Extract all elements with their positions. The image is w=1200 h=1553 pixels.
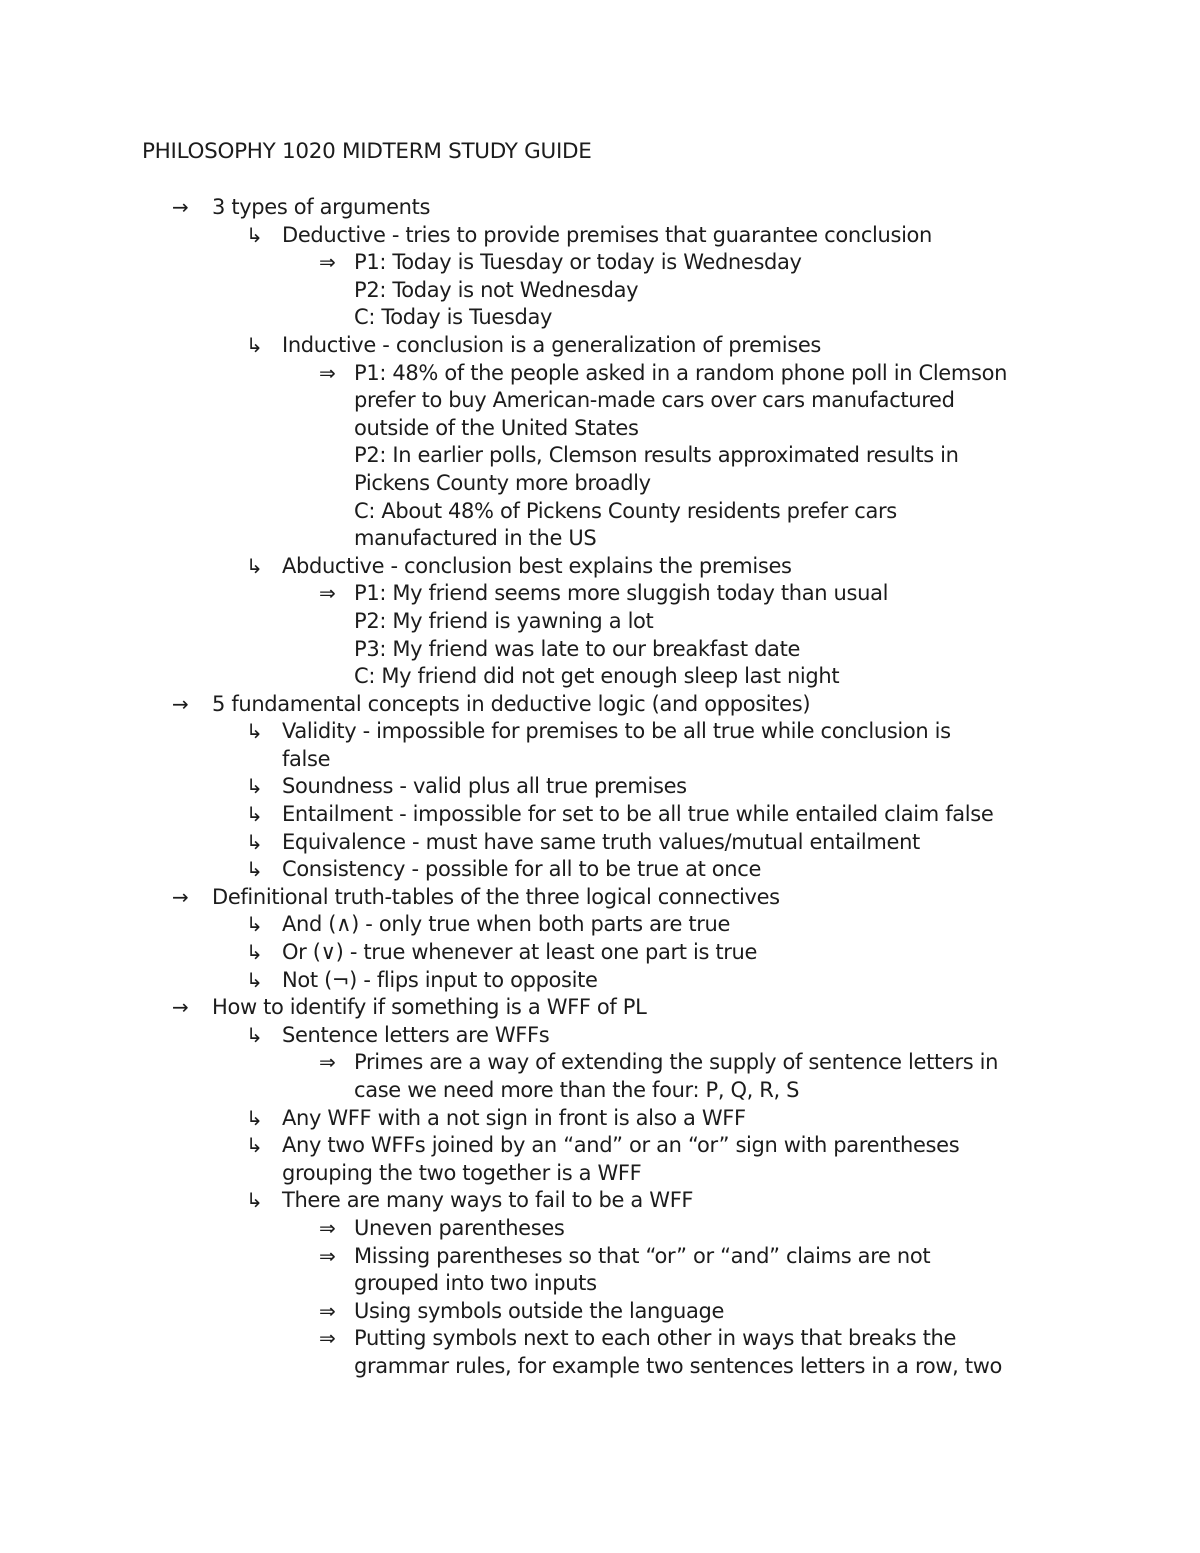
arrow-bullet-icon: → [172, 995, 189, 1020]
outline-item [0, 387, 1200, 415]
outline-item-text: Any WFF with a not sign in front is also a WFF [282, 1105, 746, 1130]
outline-item [0, 884, 1200, 912]
outline-item [0, 442, 1200, 470]
outline-item [0, 332, 1200, 360]
outline-item [0, 304, 1200, 332]
outline-item-text: Equivalence - must have same truth values/mutual entailment [282, 829, 920, 854]
outline-item-text: manufactured in the US [354, 526, 597, 551]
outline-item-text: Not (¬) - flips input to opposite [282, 967, 598, 992]
double-arrow-bullet-icon: ⇒ [319, 250, 336, 275]
outline-item [0, 663, 1200, 691]
outline-item [0, 636, 1200, 664]
outline-item-text: 5 fundamental concepts in deductive logic (and opposites) [212, 691, 811, 716]
outline-item [0, 1243, 1200, 1271]
outline-item-text: Uneven parentheses [354, 1215, 565, 1240]
arrow-bullet-icon: → [172, 884, 189, 909]
outline-item [0, 498, 1200, 526]
outline-item-text: P1: My friend seems more sluggish today than usual [354, 581, 889, 606]
outline-item [0, 249, 1200, 277]
outline-item [0, 1132, 1200, 1160]
hook-arrow-bullet-icon: ↳ [246, 222, 263, 247]
outline-item-text: P2: Today is not Wednesday [354, 277, 639, 302]
outline-item [0, 1105, 1200, 1133]
hook-arrow-bullet-icon: ↳ [246, 1133, 263, 1158]
outline-item [0, 608, 1200, 636]
outline-item [0, 1160, 1200, 1188]
hook-arrow-bullet-icon: ↳ [246, 1022, 263, 1047]
arrow-bullet-icon: → [172, 195, 189, 219]
outline-item-text: case we need more than the four: P, Q, R, S [354, 1078, 800, 1102]
hook-arrow-bullet-icon: ↳ [246, 774, 263, 799]
outline-item-text: Definitional truth-tables of the three logical connectives [212, 884, 780, 909]
outline-item [0, 801, 1200, 829]
outline-item [0, 194, 1200, 222]
outline-item-text: P1: 48% of the people asked in a random phone poll in Clemson [354, 360, 1008, 385]
outline-item-text: Validity - impossible for premises to be all true while conclusion is [282, 719, 951, 744]
hook-arrow-bullet-icon: ↳ [246, 829, 263, 854]
double-arrow-bullet-icon: ⇒ [319, 360, 336, 385]
outline-item-text: Any two WFFs joined by an “and” or an “or” sign with parentheses [282, 1133, 960, 1158]
outline-item-text: Or (∨) - true whenever at least one part is true [282, 940, 758, 965]
outline-item-text: Consistency - possible for all to be true at once [282, 857, 762, 882]
outline-item-text: grouped into two inputs [354, 1271, 597, 1296]
study-guide-outline [0, 194, 1200, 1381]
outline-item [0, 1049, 1200, 1077]
outline-item [0, 994, 1200, 1022]
outline-item [0, 1325, 1200, 1353]
outline-item-text: And (∧) - only true when both parts are true [282, 912, 731, 937]
double-arrow-bullet-icon: ⇒ [319, 1243, 336, 1268]
outline-item-text: Soundness - valid plus all true premises [282, 774, 687, 799]
outline-item [0, 967, 1200, 995]
outline-item [0, 553, 1200, 581]
outline-item [0, 856, 1200, 884]
outline-item-text: grammar rules, for example two sentences letters in a row, two [354, 1353, 1003, 1378]
outline-item-text: Entailment - impossible for set to be all true while entailed claim false [282, 802, 994, 827]
outline-item-text: outside of the United States [354, 415, 639, 440]
outline-item-text: Pickens County more broadly [354, 470, 651, 495]
outline-item-text: C: Today is Tuesday [354, 305, 553, 330]
hook-arrow-bullet-icon: ↳ [246, 802, 263, 827]
outline-item [0, 939, 1200, 967]
outline-item-text: Abductive - conclusion best explains the premises [282, 553, 792, 578]
outline-item-text: P2: In earlier polls, Clemson results approximated results in [354, 443, 959, 468]
outline-item-text: C: My friend did not get enough sleep last night [354, 664, 840, 689]
outline-item-text: P3: My friend was late to our breakfast date [354, 636, 801, 661]
double-arrow-bullet-icon: ⇒ [319, 1298, 336, 1323]
outline-item-text: How to identify if something is a WFF of PL [212, 995, 647, 1020]
outline-item [0, 1215, 1200, 1243]
outline-item-text: P2: My friend is yawning a lot [354, 608, 654, 633]
outline-item [0, 1077, 1200, 1105]
outline-item-text: Using symbols outside the language [354, 1298, 725, 1323]
hook-arrow-bullet-icon: ↳ [246, 719, 263, 744]
outline-item-text: Deductive - tries to provide premises that guarantee conclusion [282, 222, 933, 247]
outline-item-text: Primes are a way of extending the supply of sentence letters in [354, 1050, 999, 1075]
outline-item-text: Putting symbols next to each other in ways that breaks the [354, 1326, 957, 1351]
double-arrow-bullet-icon: ⇒ [319, 1050, 336, 1075]
outline-item [0, 470, 1200, 498]
outline-item-text: P1: Today is Tuesday or today is Wednesday [354, 250, 802, 275]
hook-arrow-bullet-icon: ↳ [246, 332, 263, 357]
hook-arrow-bullet-icon: ↳ [246, 912, 263, 937]
arrow-bullet-icon: → [172, 691, 189, 716]
outline-item [0, 222, 1200, 250]
outline-item [0, 1353, 1200, 1381]
outline-item [0, 829, 1200, 857]
outline-item [0, 718, 1200, 746]
outline-item [0, 277, 1200, 305]
outline-item [0, 1187, 1200, 1215]
outline-item-text: There are many ways to fail to be a WFF [282, 1188, 694, 1213]
double-arrow-bullet-icon: ⇒ [319, 1326, 336, 1351]
outline-item-text: 3 types of arguments [212, 195, 431, 219]
hook-arrow-bullet-icon: ↳ [246, 967, 263, 992]
outline-item [0, 525, 1200, 553]
outline-item-text: Inductive - conclusion is a generalization of premises [282, 332, 822, 357]
outline-item-text: grouping the two together is a WFF [282, 1160, 642, 1185]
outline-item [0, 911, 1200, 939]
hook-arrow-bullet-icon: ↳ [246, 940, 263, 965]
outline-item [0, 746, 1200, 774]
outline-item [0, 1270, 1200, 1298]
outline-item [0, 360, 1200, 388]
outline-item-text: prefer to buy American-made cars over cars manufactured [354, 388, 955, 413]
outline-item-text: C: About 48% of Pickens County residents prefer cars [354, 498, 897, 523]
outline-item-text: Sentence letters are WFFs [282, 1022, 550, 1047]
outline-item [0, 773, 1200, 801]
outline-item [0, 415, 1200, 443]
document-title: PHILOSOPHY 1020 MIDTERM STUDY GUIDE [142, 139, 592, 164]
hook-arrow-bullet-icon: ↳ [246, 857, 263, 882]
double-arrow-bullet-icon: ⇒ [319, 581, 336, 606]
hook-arrow-bullet-icon: ↳ [246, 1188, 263, 1213]
hook-arrow-bullet-icon: ↳ [246, 1105, 263, 1130]
outline-item [0, 691, 1200, 719]
outline-item [0, 1298, 1200, 1326]
hook-arrow-bullet-icon: ↳ [246, 553, 263, 578]
outline-item-text: false [282, 746, 331, 771]
outline-item [0, 1022, 1200, 1050]
double-arrow-bullet-icon: ⇒ [319, 1215, 336, 1240]
outline-item-text: Missing parentheses so that “or” or “and” claims are not [354, 1243, 931, 1268]
outline-item [0, 580, 1200, 608]
